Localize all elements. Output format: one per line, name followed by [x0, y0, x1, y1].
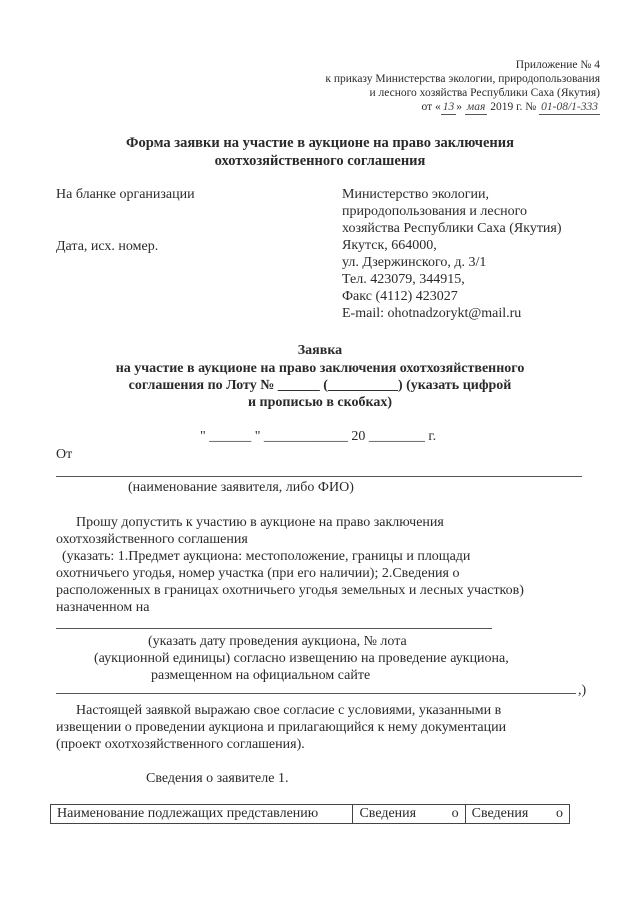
- recipient-line-3: хозяйства Республики Саха (Якутия): [342, 221, 562, 236]
- request-line-5: расположенных в границах охотничьего угодья земельных и лесных участков): [56, 583, 524, 598]
- appendix-date-line: [422, 100, 600, 115]
- auction-caption-line-2: (аукционной единицы) согласно извещению на проведение аукциона,: [94, 651, 509, 666]
- zayavka-line-2: соглашения по Лоту № ______ (__________) (указать цифрой: [128, 378, 512, 393]
- recipient-line-6: Тел. 423079, 344915,: [342, 272, 465, 287]
- letterhead-label: На бланке организации: [56, 187, 195, 202]
- recipient-line-7: Факс (4112) 423027: [342, 289, 458, 304]
- applicant-info-table: [50, 804, 570, 824]
- request-line-1: Прошу допустить к участию в аукционе на право заключения: [76, 515, 444, 530]
- recipient-line-2: природопользования и лесного: [342, 204, 528, 219]
- form-title-line-1: Форма заявки на участие в аукционе на право заключения: [126, 135, 514, 151]
- request-line-3: (указать: 1.Предмет аукциона: местоположение, границы и площади: [62, 549, 471, 564]
- table-header-text: Сведения: [471, 806, 529, 821]
- consent-line-2: извещении о проведении аукциона и прилагающийся к нему документации: [56, 720, 507, 735]
- recipient-email: E-mail: ohotnadzorykt@mail.ru: [342, 306, 522, 321]
- table-header-cell: [465, 805, 569, 824]
- zayavka-line-3: и прописью в скобках): [247, 395, 393, 410]
- site-fill-line: [56, 693, 576, 694]
- from-label: От: [56, 447, 73, 462]
- table-header-tail: о: [556, 806, 563, 821]
- applicant-fill-line: [56, 476, 582, 477]
- zayavka-line-1: на участие в аукционе на право заключения охотхозяйственного: [115, 361, 525, 376]
- applicant-info-heading: Сведения о заявителе 1.: [146, 771, 289, 786]
- applicant-caption: (наименование заявителя, либо ФИО): [128, 480, 354, 495]
- date-month-handwritten: мая: [466, 101, 486, 113]
- zayavka-title: Заявка: [297, 343, 343, 358]
- date-day-handwritten: 13: [442, 101, 455, 113]
- form-title-line-2: охотхозяйственного соглашения: [214, 153, 426, 169]
- table-header-cell: Наименование подлежащих представлению: [51, 805, 353, 824]
- recipient-line-4: Якутск, 664000,: [342, 238, 437, 253]
- request-line-4: охотничьего угодья, номер участка (при его наличии); 2.Сведения о: [56, 566, 460, 581]
- order-number-handwritten: 01-08/1-333: [541, 101, 598, 113]
- auction-fill-line: [56, 628, 492, 629]
- table-header-tail: о: [451, 806, 459, 821]
- date-ref-label: Дата, исх. номер.: [56, 239, 159, 254]
- request-line-6: назначенном на: [56, 600, 150, 615]
- date-prefix: от «: [421, 101, 441, 113]
- request-line-2: охотхозяйственного соглашения: [56, 532, 248, 547]
- submission-date-line: " ______ " ____________ 20 ________ г.: [200, 429, 437, 444]
- appendix-line-2: к приказу Министерства экологии, природопользования: [325, 73, 600, 85]
- table-row: [51, 805, 570, 824]
- appendix-line-1: Приложение № 4: [515, 59, 600, 71]
- recipient-line-1: Министерство экологии,: [342, 187, 489, 202]
- auction-caption-line-1: (указать дату проведения аукциона, № лота: [148, 634, 407, 649]
- date-sep: »: [456, 101, 463, 113]
- consent-line-3: (проект охотхозяйственного соглашения).: [56, 737, 305, 752]
- table-header-cell: [353, 805, 465, 824]
- auction-caption-line-3: размещенном на официальном сайте: [151, 668, 371, 683]
- date-year: 2019 г. №: [490, 101, 537, 113]
- closing-paren: ,): [578, 683, 587, 698]
- recipient-line-5: ул. Дзержинского, д. 3/1: [342, 255, 487, 270]
- appendix-line-3: и лесного хозяйства Республики Саха (Якутия): [369, 87, 600, 99]
- consent-line-1: Настоящей заявкой выражаю свое согласие с условиями, указанными в: [76, 703, 502, 718]
- table-header-text: Сведения: [359, 806, 417, 821]
